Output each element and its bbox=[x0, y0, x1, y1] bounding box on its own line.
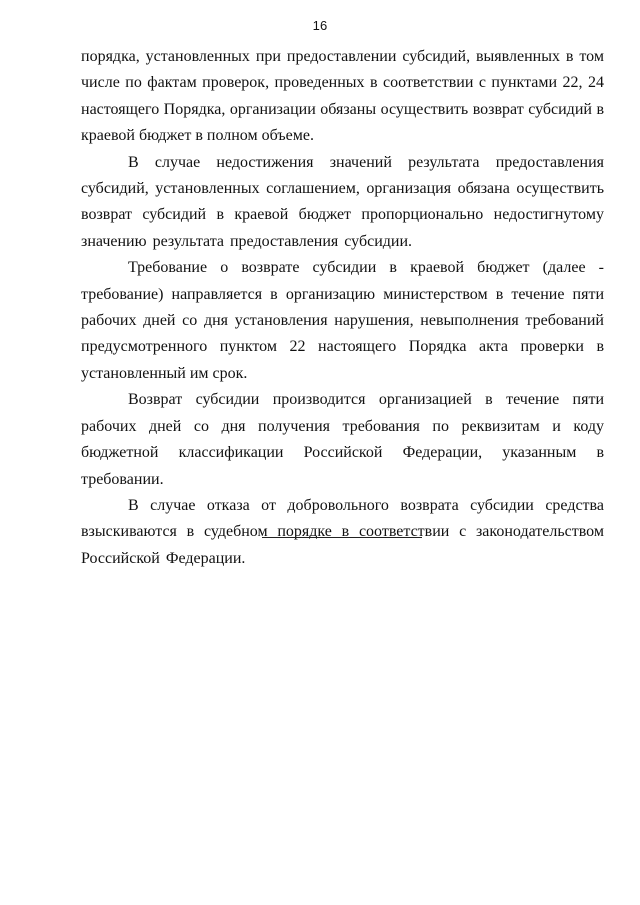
paragraph-return-requirement: Требование о возврате субсидии в краевой бюджет (далее - требование) направляется в организацию министерством в течение пяти рабочих дней со дня установления нарушения, невыполнения требований предусмотренного пунктом 22 настоящего Порядка акта проверки в установленный им срок. bbox=[81, 259, 604, 382]
closing-separator-line bbox=[262, 537, 422, 538]
page-number: 16 bbox=[312, 18, 328, 33]
paragraph-result-shortfall: В случае недостижения значений результата предоставления субсидий, установленных соглашением, организация обязана осуществить возврат субсидий в краевой бюджет пропорционально недостигнутому значению результата предоставления субсидии. bbox=[81, 153, 604, 250]
paragraph-court-recovery: В случае отказа от добровольного возврата субсидии средства взыскиваются в судебном порядке в соответствии с законодательством Российской Федерации. bbox=[81, 496, 604, 567]
document-body bbox=[81, 44, 604, 572]
paragraph-continuation: порядка, установленных при предоставлении субсидий, выявленных в том числе по фактам проверок, проведенных в соответствии с пунктами 22, 24 настоящего Порядка, организации обязаны осуществить возврат субсидий в краевой бюджет в полном объеме. bbox=[81, 48, 604, 145]
paragraph-return-procedure: Возврат субсидии производится организацией в течение пяти рабочих дней со дня получения требования по реквизитам и коду бюджетной классификации Российской Федерации, указанным в требовании. bbox=[81, 391, 604, 488]
